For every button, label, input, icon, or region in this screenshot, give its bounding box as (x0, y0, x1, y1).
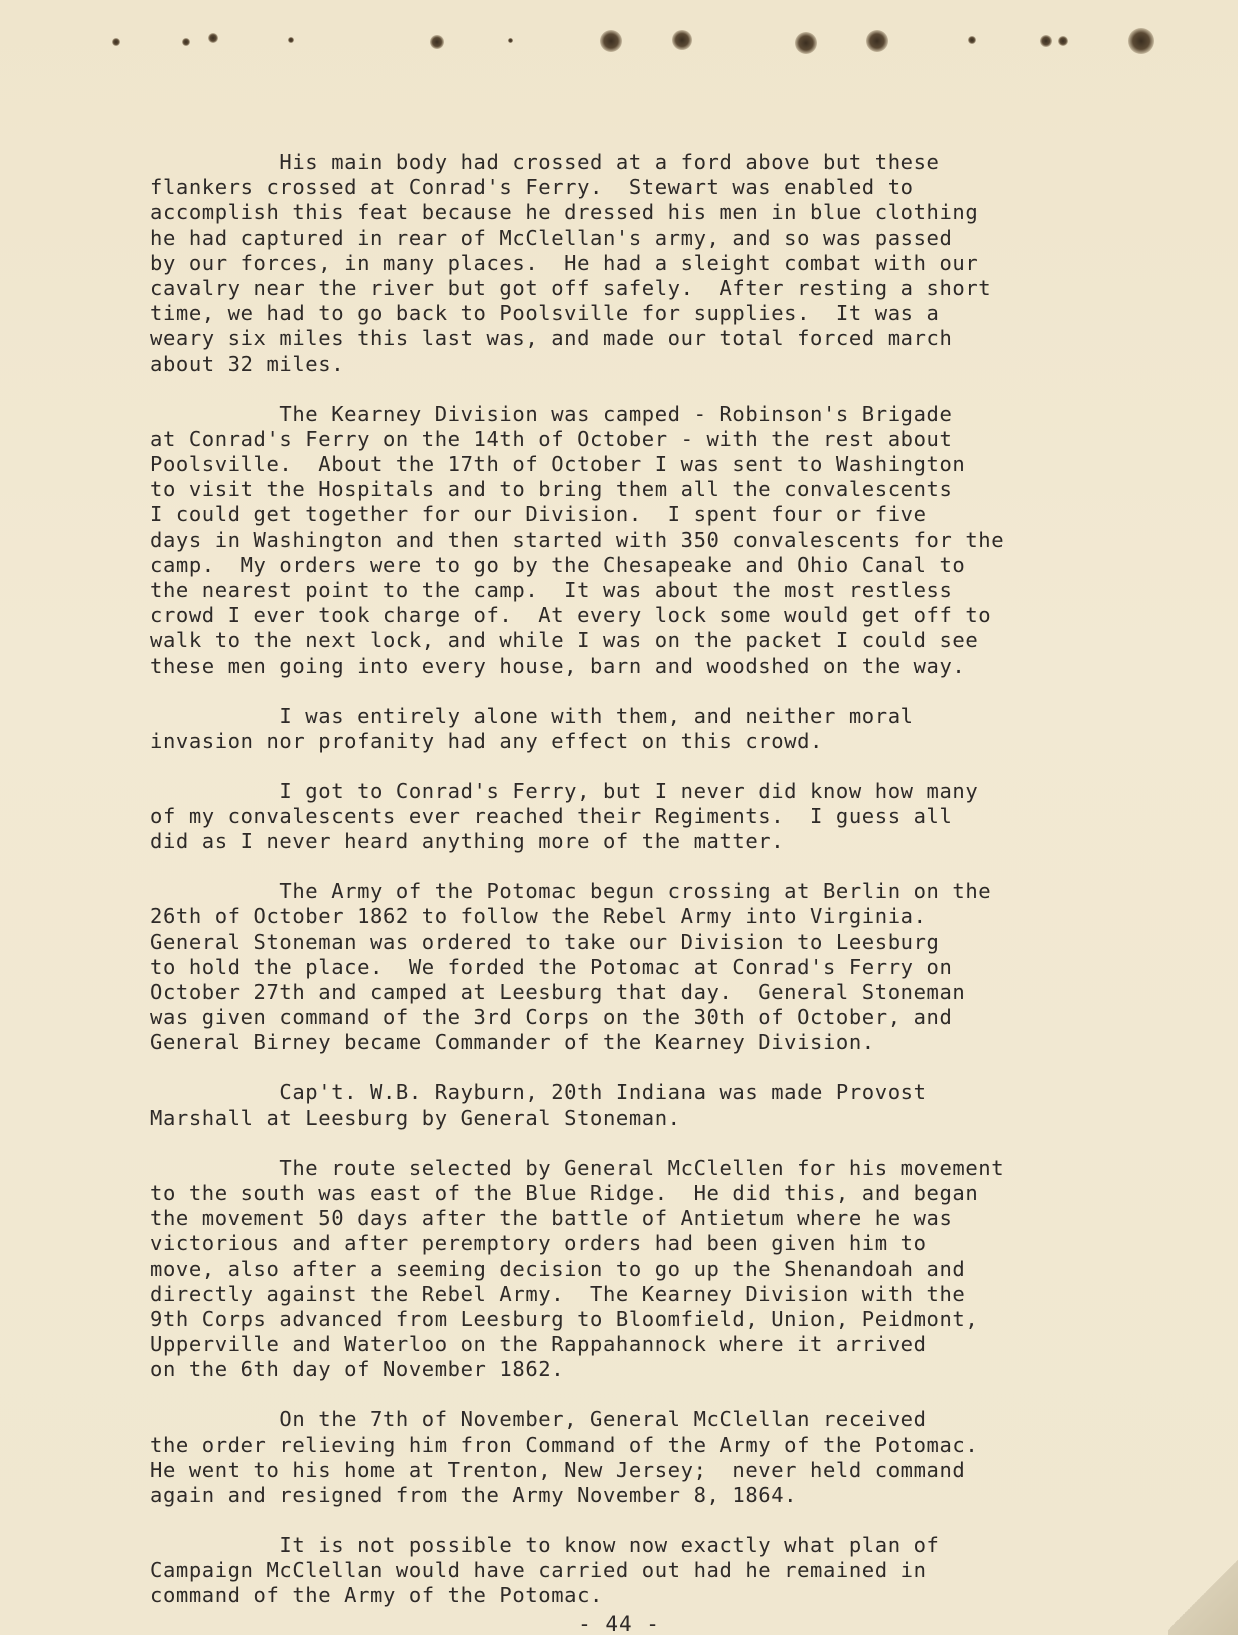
text-line: General Stoneman was ordered to take our Division to Leesburg (150, 929, 940, 954)
punch-hole (288, 37, 294, 43)
text-line: The Army of the Potomac begun crossing at Berlin on the (150, 879, 992, 904)
punch-hole (112, 38, 120, 46)
text-line: I was entirely alone with them, and neither moral (150, 703, 914, 728)
text-line: flankers crossed at Conrad's Ferry. Stewart was enabled to (150, 175, 914, 200)
text-line: I got to Conrad's Ferry, but I never did know how many (150, 778, 979, 803)
text-line: by our forces, in many places. He had a sleight combat with our (150, 250, 979, 275)
text-line: accomplish this feat because he dressed his men in blue clothing (150, 200, 979, 225)
text-line: move, also after a seeming decision to go up the Shenandoah and (150, 1256, 966, 1281)
paragraph (150, 779, 1150, 855)
text-line: about 32 miles. (150, 351, 345, 376)
text-line: on the 6th day of November 1862. (150, 1357, 565, 1382)
text-line: these men going into every house, barn and woodshed on the way. (150, 653, 966, 678)
text-line: The route selected by General McClellen for his movement (150, 1155, 1005, 1180)
text-line: again and resigned from the Army November 8, 1864. (150, 1482, 798, 1507)
text-line: It is not possible to know now exactly what plan of (150, 1532, 940, 1557)
text-line: days in Washington and then started with 350 convalescents for the (150, 527, 1005, 552)
text-line: 9th Corps advanced from Leesburg to Bloomfield, Union, Peidmont, (150, 1306, 979, 1331)
punch-hole (1128, 28, 1154, 54)
text-line: walk to the next lock, and while I was on the packet I could see (150, 628, 979, 653)
text-line: time, we had to go back to Poolsville for supplies. It was a (150, 301, 940, 326)
punch-hole (1058, 36, 1068, 46)
text-line: crowd I ever took charge of. At every lock some would get off to (150, 603, 992, 628)
paragraph (150, 1156, 1150, 1383)
text-line: cavalry near the river but got off safely. After resting a short (150, 276, 992, 301)
page-number: - 44 - (578, 1612, 660, 1635)
text-line: He went to his home at Trenton, New Jersey; never held command (150, 1457, 966, 1482)
text-line: camp. My orders were to go by the Chesapeake and Ohio Canal to (150, 552, 966, 577)
punch-hole (600, 30, 622, 52)
text-line: October 27th and camped at Leesburg that day. General Stoneman (150, 980, 966, 1005)
text-line: Cap't. W.B. Rayburn, 20th Indiana was made Provost (150, 1080, 927, 1105)
punch-hole-row (0, 30, 1238, 54)
punch-hole (182, 38, 190, 46)
punch-hole (430, 35, 444, 49)
text-line: to the south was east of the Blue Ridge. He did this, and began (150, 1180, 979, 1205)
paragraph (150, 704, 1150, 754)
text-line: to visit the Hospitals and to bring them all the convalescents (150, 477, 953, 502)
text-line: Poolsville. About the 17th of October I was sent to Washington (150, 452, 966, 477)
text-line: invasion nor profanity had any effect on this crowd. (150, 728, 823, 753)
text-line: The Kearney Division was camped - Robinson's Brigade (150, 401, 953, 426)
paragraph (150, 150, 1150, 377)
text-line: I could get together for our Division. I spent four or five (150, 502, 927, 527)
paragraph (150, 402, 1150, 679)
text-line: the nearest point to the camp. It was about the most restless (150, 578, 953, 603)
text-line: Upperville and Waterloo on the Rappahannock where it arrived (150, 1332, 927, 1357)
text-line: 26th of October 1862 to follow the Rebel Army into Virginia. (150, 904, 927, 929)
paragraph (150, 1533, 1150, 1609)
paragraph (150, 1080, 1150, 1130)
text-line: did as I never heard anything more of the matter. (150, 829, 785, 854)
text-line: command of the Army of the Potomac. (150, 1583, 603, 1608)
text-line: Campaign McClellan would have carried out had he remained in (150, 1558, 927, 1583)
text-line: the movement 50 days after the battle of Antietum where he was (150, 1206, 953, 1231)
punch-hole (795, 32, 817, 54)
punch-hole (508, 38, 513, 43)
text-line: to hold the place. We forded the Potomac at Conrad's Ferry on (150, 954, 953, 979)
text-line: His main body had crossed at a ford above but these (150, 150, 940, 174)
text-line: General Birney became Commander of the Kearney Division. (150, 1030, 875, 1055)
punch-hole (208, 33, 218, 43)
punch-hole (1040, 35, 1052, 47)
text-line: weary six miles this last was, and made our total forced march (150, 326, 953, 351)
text-line: he had captured in rear of McClellan's army, and so was passed (150, 225, 953, 250)
typed-text-body (150, 150, 1150, 1633)
text-line: On the 7th of November, General McClellan received (150, 1407, 927, 1432)
paragraph (150, 879, 1150, 1055)
punch-hole (866, 30, 888, 52)
punch-hole (968, 36, 976, 44)
text-line: directly against the Rebel Army. The Kearney Division with the (150, 1281, 966, 1306)
page-corner-fold (1168, 1555, 1238, 1635)
text-line: of my convalescents ever reached their Regiments. I guess all (150, 804, 953, 829)
text-line: victorious and after peremptory orders had been given him to (150, 1231, 927, 1256)
text-line: was given command of the 3rd Corps on the 30th of October, and (150, 1005, 953, 1030)
text-line: the order relieving him fron Command of the Army of the Potomac. (150, 1432, 979, 1457)
text-line: at Conrad's Ferry on the 14th of October - with the rest about (150, 426, 953, 451)
text-line: Marshall at Leesburg by General Stoneman. (150, 1105, 681, 1130)
paragraph (150, 1407, 1150, 1508)
punch-hole (672, 30, 692, 50)
